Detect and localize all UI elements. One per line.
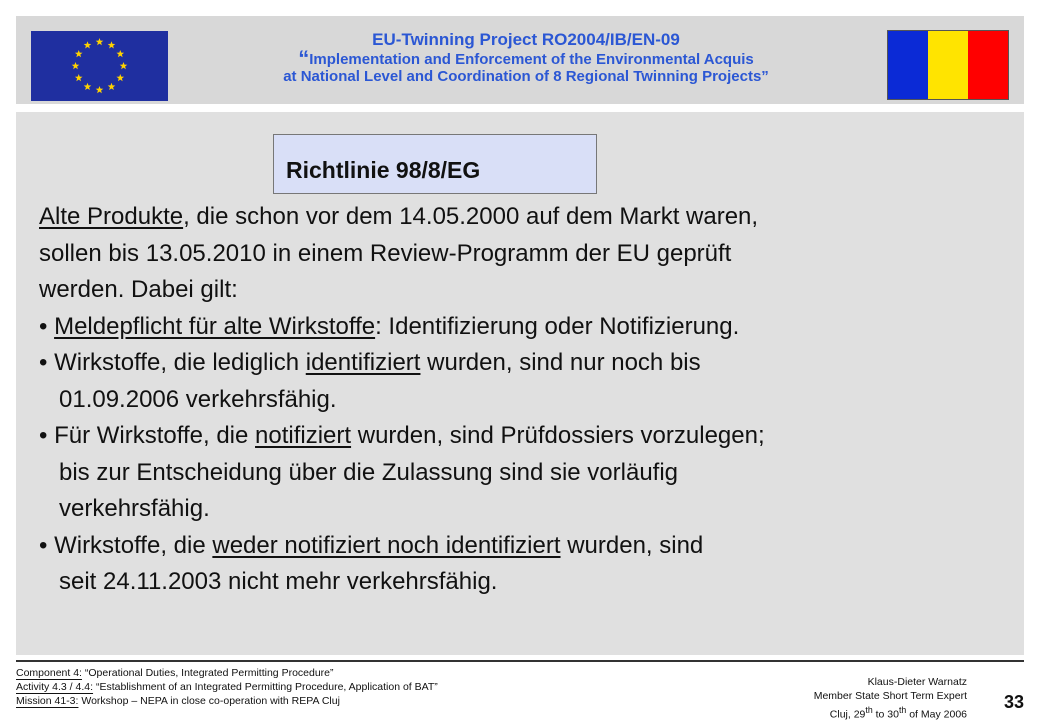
page-number: 33 xyxy=(1003,692,1024,712)
author-name: Klaus-Dieter Warnatz xyxy=(867,676,967,688)
bullet-4-cont: seit 24.11.2003 nicht mehr verkehrsfähig. xyxy=(59,568,498,595)
project-subtitle-1 xyxy=(176,46,876,71)
bullet-2-underlined: identifiziert xyxy=(305,349,421,376)
ro-flag-blue xyxy=(888,31,928,99)
footer-component xyxy=(16,666,438,680)
footer-right xyxy=(814,675,967,722)
bullet-3-cont-1: bis zur Entscheidung über die Zulassung sind sie vorläufig xyxy=(59,458,679,486)
header-text xyxy=(176,30,876,85)
bullet-3-pre: Für Wirkstoffe, die xyxy=(54,422,256,449)
intro-underlined: Alte Produkte xyxy=(39,203,184,230)
slide-content xyxy=(16,112,1024,655)
slide-title: Richtlinie 98/8/EG xyxy=(273,134,597,194)
bullet-3-post: wurden, sind Prüfdossiers vorzulegen; xyxy=(351,422,765,449)
author-role: Member State Short Term Expert xyxy=(813,690,967,702)
intro-text-1: , die schon vor dem 14.05.2000 auf dem Markt waren, xyxy=(183,203,759,230)
mission-text: Workshop – NEPA in close co-operation with REPA Cluj xyxy=(78,695,340,707)
footer-divider xyxy=(16,660,1024,662)
bullet-3 xyxy=(39,418,1019,455)
activity-label: Activity 4.3 / 4.4: xyxy=(16,681,94,693)
eu-star-icon xyxy=(72,62,80,69)
intro-line-1 xyxy=(39,199,1019,236)
component-label: Component 4: xyxy=(16,667,82,679)
bullet-4-post: wurden, sind xyxy=(560,531,704,559)
bullet-marker: • xyxy=(39,422,48,449)
bullet-4 xyxy=(39,528,1019,565)
eu-star-icon xyxy=(120,62,128,69)
bullet-1-text: : Identifizierung oder Notifizierung. xyxy=(375,312,740,340)
eu-star-icon xyxy=(75,74,83,81)
place-date-sup-1: th xyxy=(865,705,873,715)
place-date-1: Cluj, 29 xyxy=(829,708,866,721)
place-date-2: to 30 xyxy=(872,708,899,721)
bullet-marker: • xyxy=(39,312,48,340)
intro-line-2: sollen bis 13.05.2010 in einem Review-Programm der EU geprüft xyxy=(39,239,732,267)
bullet-3-underlined: notifiziert xyxy=(255,422,352,449)
place-date-sup-2: th xyxy=(898,705,907,715)
bullet-4-pre: Wirkstoffe, die xyxy=(54,531,213,559)
bullet-1-underlined: Meldepflicht für alte Wirkstoffe xyxy=(54,312,376,340)
bullet-marker: • xyxy=(39,531,48,559)
eu-star-icon xyxy=(96,38,104,45)
slide-body xyxy=(39,199,1019,601)
bullet-2-pre: Wirkstoffe, die lediglich xyxy=(54,349,306,376)
eu-star-icon xyxy=(84,83,92,90)
bullet-3-cont-2: verkehrsfähig. xyxy=(59,495,210,522)
eu-star-icon xyxy=(116,50,124,57)
activity-text: “Establishment of an Integrated Permitting Procedure, Application of BAT” xyxy=(93,681,438,693)
mission-label: Mission 41-3: xyxy=(16,695,79,707)
project-title: EU-Twinning Project RO2004/IB/EN-09 xyxy=(372,30,680,49)
bullet-marker: • xyxy=(39,349,48,376)
eu-star-icon xyxy=(84,41,92,48)
ro-flag-yellow xyxy=(928,31,968,99)
eu-star-icon xyxy=(116,74,124,81)
eu-star-icon xyxy=(108,41,116,48)
subtitle-text-1: Implementation and Enforcement of the Environmental Acquis xyxy=(309,51,754,68)
bullet-2 xyxy=(39,345,1019,382)
header-banner xyxy=(16,16,1024,104)
eu-star-icon xyxy=(108,83,116,90)
place-date xyxy=(814,703,967,722)
romania-flag-icon xyxy=(887,30,1009,100)
eu-stars-icon xyxy=(31,31,168,101)
component-text: “Operational Duties, Integrated Permitting Procedure” xyxy=(81,667,334,679)
intro-line-3: werden. Dabei gilt: xyxy=(39,276,238,303)
footer-activity xyxy=(16,680,438,694)
eu-star-icon xyxy=(96,86,104,93)
project-subtitle-2: at National Level and Coordination of 8 Regional Twinning Projects” xyxy=(283,68,769,85)
bullet-2-post: wurden, sind nur noch bis xyxy=(420,349,701,376)
bullet-2-cont: 01.09.2006 verkehrsfähig. xyxy=(59,385,337,413)
bullet-4-underlined: weder notifiziert noch identifiziert xyxy=(212,531,561,559)
footer-left xyxy=(16,666,438,708)
footer-mission xyxy=(16,694,438,708)
place-date-3: of May 2006 xyxy=(906,708,967,721)
open-quote: “ xyxy=(298,46,310,71)
eu-star-icon xyxy=(75,50,83,57)
ro-flag-red xyxy=(968,31,1008,99)
bullet-1 xyxy=(39,309,1019,346)
eu-flag-icon xyxy=(31,31,168,101)
